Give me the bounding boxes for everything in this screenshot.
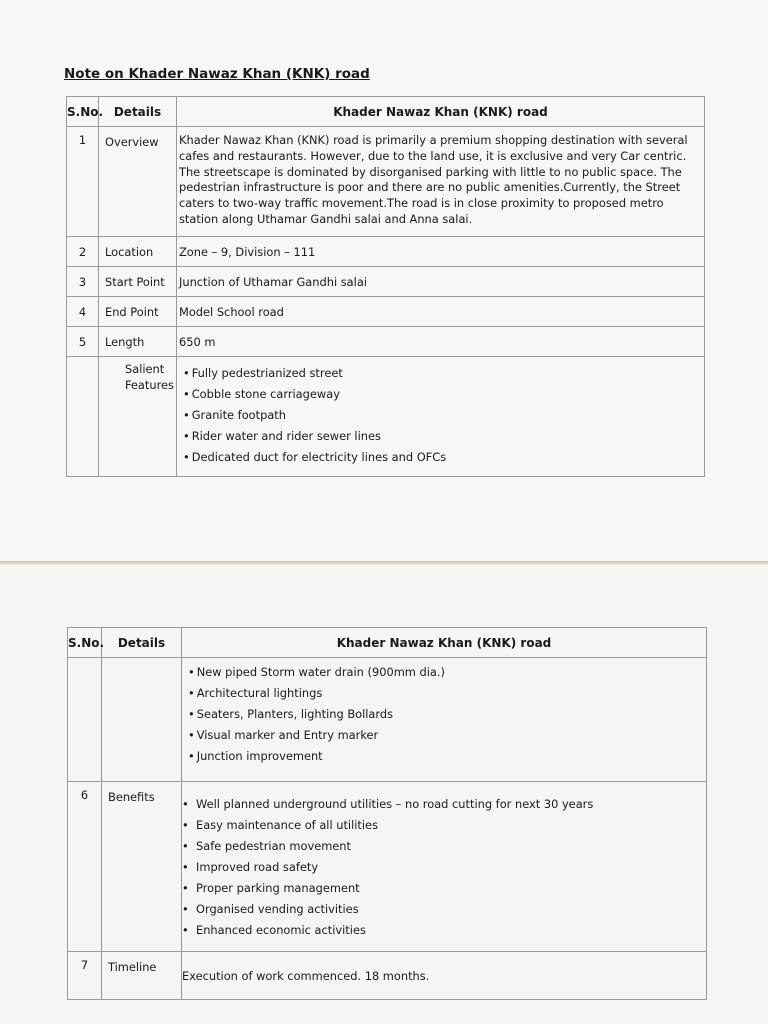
list-item: • Rider water and rider sewer lines bbox=[183, 426, 700, 447]
list-item: • Architectural lightings bbox=[188, 683, 702, 704]
table-row-timeline bbox=[68, 952, 707, 1000]
salient-features-list bbox=[183, 363, 700, 468]
salient-features-list-continued bbox=[188, 662, 702, 767]
table-row-end-point bbox=[67, 297, 705, 327]
row-value: Zone – 9, Division – 111 bbox=[177, 237, 705, 267]
table-row-start-point bbox=[67, 267, 705, 297]
row-value: Model School road bbox=[177, 297, 705, 327]
row-sno: 7 bbox=[68, 952, 102, 1000]
row-value: 650 m bbox=[177, 327, 705, 357]
table-header-row bbox=[67, 97, 705, 127]
row-sno: 3 bbox=[67, 267, 99, 297]
benefits-list bbox=[182, 794, 702, 941]
row-detail: Overview bbox=[99, 127, 177, 237]
row-sno: 1 bbox=[67, 127, 99, 237]
row-detail: Benefits bbox=[102, 782, 182, 952]
list-item: • Dedicated duct for electricity lines and OFCs bbox=[183, 447, 700, 468]
list-item: • Seaters, Planters, lighting Bollards bbox=[188, 704, 702, 725]
table-header-row bbox=[68, 628, 707, 658]
list-item: • Organised vending activities bbox=[182, 899, 702, 920]
row-value: Junction of Uthamar Gandhi salai bbox=[177, 267, 705, 297]
row-detail: Start Point bbox=[99, 267, 177, 297]
list-item: • Visual marker and Entry marker bbox=[188, 725, 702, 746]
row-sno: 5 bbox=[67, 327, 99, 357]
header-road: Khader Nawaz Khan (KNK) road bbox=[182, 628, 707, 658]
list-item: • Fully pedestrianized street bbox=[183, 363, 700, 384]
list-item: • Junction improvement bbox=[188, 746, 702, 767]
list-item: • Proper parking management bbox=[182, 878, 702, 899]
table-row-length bbox=[67, 327, 705, 357]
list-item: • Well planned underground utilities – no road cutting for next 30 years bbox=[182, 794, 702, 815]
row-sno: 6 bbox=[68, 782, 102, 952]
list-item: • Enhanced economic activities bbox=[182, 920, 702, 941]
header-details: Details bbox=[102, 628, 182, 658]
list-item: • Improved road safety bbox=[182, 857, 702, 878]
row-detail: Timeline bbox=[102, 952, 182, 1000]
row-sno bbox=[67, 357, 99, 477]
header-details: Details bbox=[99, 97, 177, 127]
row-detail: Location bbox=[99, 237, 177, 267]
list-item: • Easy maintenance of all utilities bbox=[182, 815, 702, 836]
page-title: Note on Khader Nawaz Khan (KNK) road bbox=[64, 66, 370, 82]
table-row-salient-features bbox=[67, 357, 705, 477]
row-sno: 2 bbox=[67, 237, 99, 267]
table-row-benefits bbox=[68, 782, 707, 952]
knk-details-table bbox=[66, 96, 705, 477]
list-item: • New piped Storm water drain (900mm dia.) bbox=[188, 662, 702, 683]
table-row-overview bbox=[67, 127, 705, 237]
row-value: Execution of work commenced. 18 months. bbox=[182, 952, 707, 1000]
table-row-salient-continued bbox=[68, 658, 707, 782]
row-detail: End Point bbox=[99, 297, 177, 327]
table-row-location bbox=[67, 237, 705, 267]
list-item: • Granite footpath bbox=[183, 405, 700, 426]
list-item: • Safe pedestrian movement bbox=[182, 836, 702, 857]
header-sno: S.No. bbox=[67, 97, 99, 127]
document-page-2 bbox=[0, 565, 768, 1024]
row-detail: Length bbox=[99, 327, 177, 357]
list-item: • Cobble stone carriageway bbox=[183, 384, 700, 405]
row-sno: 4 bbox=[67, 297, 99, 327]
header-road: Khader Nawaz Khan (KNK) road bbox=[177, 97, 705, 127]
empty-cell bbox=[68, 658, 102, 782]
row-detail: Salient Features bbox=[99, 357, 177, 477]
row-value: Khader Nawaz Khan (KNK) road is primarily a premium shopping destination with several cafes and restaurants. However, due to the land use, it is exclusive and very Car centric. The streetscape is dominated by disorganised parking with little to no public space. The pedestrian infrastructure is poor and there are no public amenities.Currently, the Street caters to two-way traffic movement.The road is in close proximity to proposed metro station along Uthamar Gandhi salai and Anna salai. bbox=[177, 127, 705, 237]
knk-details-table-continued bbox=[67, 627, 707, 1000]
header-sno: S.No. bbox=[68, 628, 102, 658]
empty-cell bbox=[102, 658, 182, 782]
